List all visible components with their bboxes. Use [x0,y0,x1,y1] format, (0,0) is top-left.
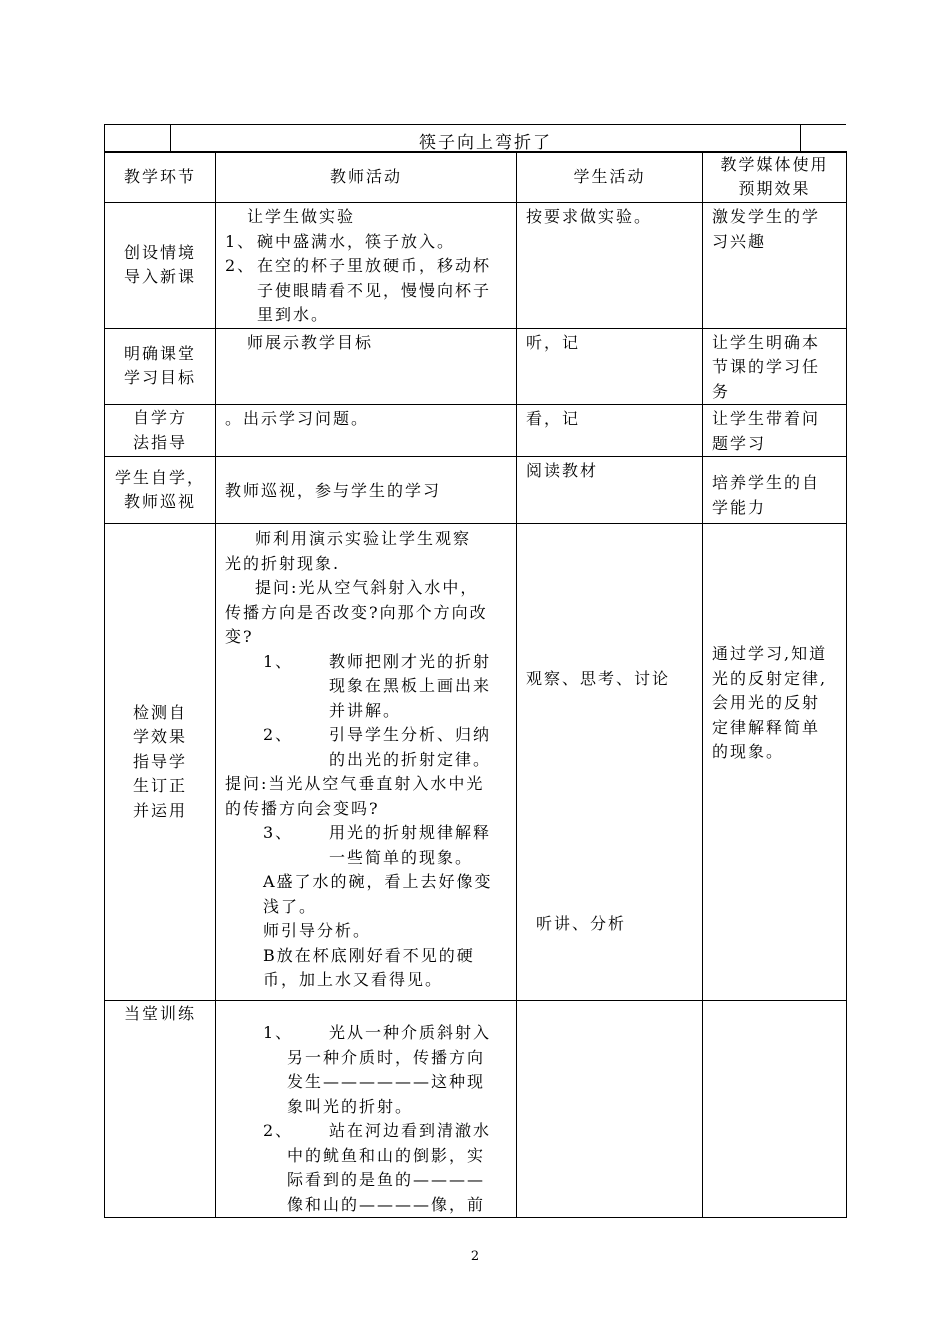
title-bar [104,124,846,153]
header-student: 学生活动 [517,152,703,203]
header-teacher: 教师活动 [216,152,517,203]
student-cell: 观察、思考、讨论 听讲、分析 [517,524,703,1001]
stage-cell: 明确课堂 学习目标 [105,328,216,405]
table-row [105,524,847,1001]
stage-cell: 检测自 学效果 指导学 生订正 并运用 [105,524,216,1001]
student-cell [517,1001,703,1218]
page-number: 2 [470,1249,480,1264]
lesson-plan-table [104,151,847,1218]
table-row [105,405,847,457]
title-divider-right [800,125,801,152]
teacher-cell: 师利用演示实验让学生观察 光的折射现象. 提问:光从空气斜射入水中， 传播方向是否改变?向那个方向改 变? 1、 教师把刚才光的折射 现象在黑板上画出来 并讲解。 2、 引导学生分析、归纳 的出光的折射定律。 提问:当光从空气垂直射入水中光 的传播方向会变吗? 3、 用光的折射规律解释 一些简单的现象。 A盛了水的碗，看上去好像变 浅了。 师引导分析。 B放在杯底刚好看不见的硬 币，加上水又看得见。 [216,524,517,1001]
stage-cell: 学生自学， 教师巡视 [105,457,216,524]
teacher-cell: 让学生做实验 1、 碗中盛满水，筷子放入。 2、 在空的杯子里放硬币，移动杯 子使眼睛看不见，慢慢向杯子 里到水。 [216,203,517,329]
table-header-row [105,152,847,203]
lesson-title: 筷子向上弯折了 [419,133,552,153]
media-cell: 让学生明确本 节课的学习任 务 [703,328,847,405]
stage-cell: 自学方 法指导 [105,405,216,457]
media-cell: 激发学生的学 习兴趣 [703,203,847,329]
teacher-cell: 。出示学习问题。 [216,405,517,457]
media-cell: 培养学生的自 学能力 [703,457,847,524]
student-cell: 听，记 [517,328,703,405]
table-row [105,457,847,524]
student-cell: 阅读教材 [517,457,703,524]
student-cell: 看，记 [517,405,703,457]
table-row [105,328,847,405]
teacher-cell: 教师巡视，参与学生的学习 [216,457,517,524]
stage-cell: 当堂训练 [105,1001,216,1218]
header-stage: 教学环节 [105,152,216,203]
media-cell [703,1001,847,1218]
table-row [105,1001,847,1218]
stage-cell: 创设情境 导入新课 [105,203,216,329]
student-cell: 按要求做实验。 [517,203,703,329]
media-cell: 通过学习,知道 光的反射定律, 会用光的反射 定律解释简单 的现象。 [703,524,847,1001]
teacher-cell: 师展示教学目标 [216,328,517,405]
media-cell: 让学生带着问 题学习 [703,405,847,457]
teacher-cell: 1、 光从一种介质斜射入 另一种介质时，传播方向 发生——————这种现 象叫光的折射。 2、 站在河边看到清澈水 中的鱿鱼和山的倒影，实 际看到的是鱼的———— 像和山的————像，前 [216,1001,517,1218]
table-row [105,203,847,329]
header-media: 教学媒体使用 预期效果 [703,152,847,203]
